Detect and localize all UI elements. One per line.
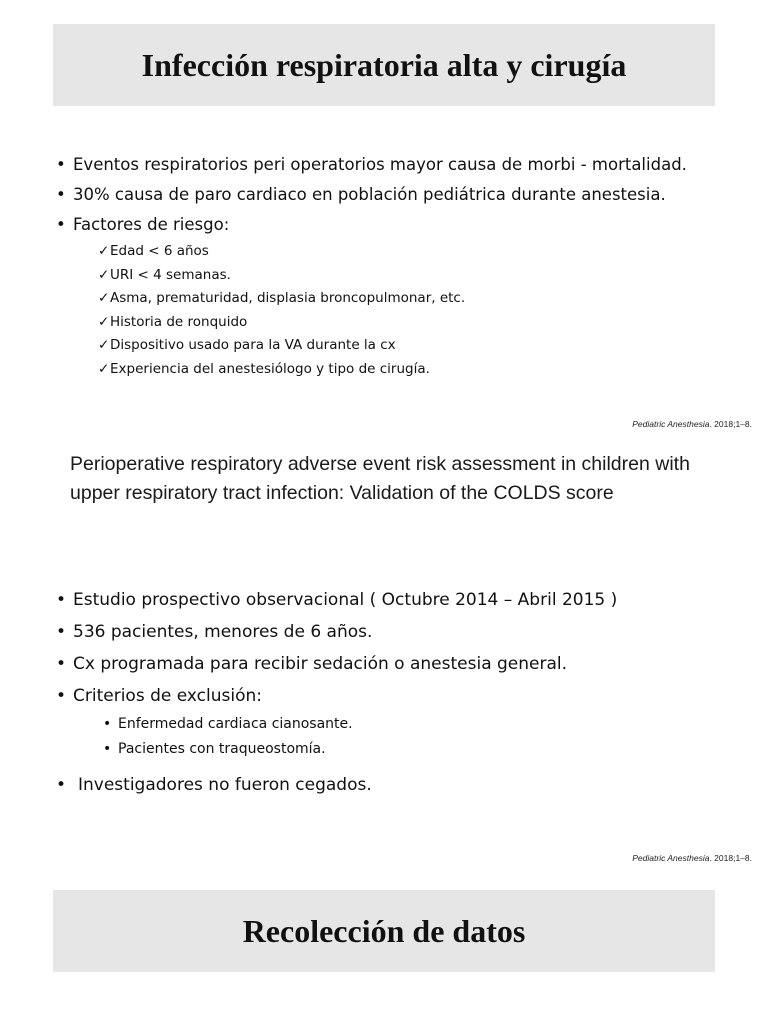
bullet-item (56, 210, 687, 381)
risk-factor-item (98, 240, 687, 264)
bullet-item: • Estudio prospectivo observacional ( Octubre 2014 – Abril 2015 ) (56, 584, 617, 616)
check-icon: ✓ (98, 313, 110, 330)
slide-title (53, 890, 715, 972)
bullet-item-text: Criterios de exclusión: (73, 686, 262, 706)
risk-factor-item (98, 311, 687, 335)
slide-title (53, 24, 715, 106)
risk-factor-text: Experiencia del anestesiólogo y tipo de cirugía. (110, 360, 430, 377)
bullet-item: • Investigadores no fueron cegados. (56, 769, 617, 801)
exclusion-item: • Enfermedad cardiaca cianosante. (103, 712, 617, 737)
citation-details: . 2018;1–8. (709, 853, 752, 863)
citation-details: . 2018;1–8. (709, 419, 752, 429)
bullet-list (56, 150, 687, 381)
citation (632, 419, 752, 429)
risk-factor-text: Edad < 6 años (110, 243, 209, 259)
risk-factor-text: URI < 4 semanas. (110, 266, 231, 283)
check-icon: ✓ (98, 266, 110, 283)
citation-journal: Pediatric Anesthesia (632, 419, 710, 429)
bullet-item: • Cx programada para recibir sedación o anestesia general. (56, 648, 617, 680)
risk-factor-item (98, 358, 687, 382)
check-icon: ✓ (98, 360, 110, 377)
citation (632, 853, 752, 863)
check-icon: ✓ (98, 337, 110, 353)
article-title: Perioperative respiratory adverse event risk assessment in children with upper respiratory tract infection: Validation of the COLDS score (70, 453, 690, 504)
bullet-item: • 30% causa de paro cardiaco en población pediátrica durante anestesia. (56, 180, 687, 210)
check-icon: ✓ (98, 243, 110, 259)
risk-factor-item (98, 264, 687, 288)
bullet-item (56, 680, 617, 761)
risk-factor-item (98, 287, 687, 311)
bullet-list (56, 584, 617, 801)
risk-factor-text: Dispositivo usado para la VA durante la cx (110, 337, 396, 353)
check-icon: ✓ (98, 290, 110, 306)
bullet-item-text: Factores de riesgo: (73, 215, 230, 234)
risk-factor-item (98, 334, 687, 358)
bullet-item: • 536 pacientes, menores de 6 años. (56, 616, 617, 648)
citation-journal: Pediatric Anesthesia (632, 853, 710, 863)
exclusion-list (103, 712, 617, 761)
risk-factor-text: Asma, prematuridad, displasia broncopulmonar, etc. (110, 290, 466, 306)
slide-title-text: Recolección de datos (242, 912, 526, 949)
bullet-item: • Eventos respiratorios peri operatorios mayor causa de morbi - mortalidad. (56, 150, 687, 180)
exclusion-item: • Pacientes con traqueostomía. (103, 737, 617, 762)
risk-factor-list (98, 240, 687, 381)
risk-factor-text: Historia de ronquido (110, 313, 248, 330)
slide-title-text: Infección respiratoria alta y cirugía (141, 46, 627, 83)
